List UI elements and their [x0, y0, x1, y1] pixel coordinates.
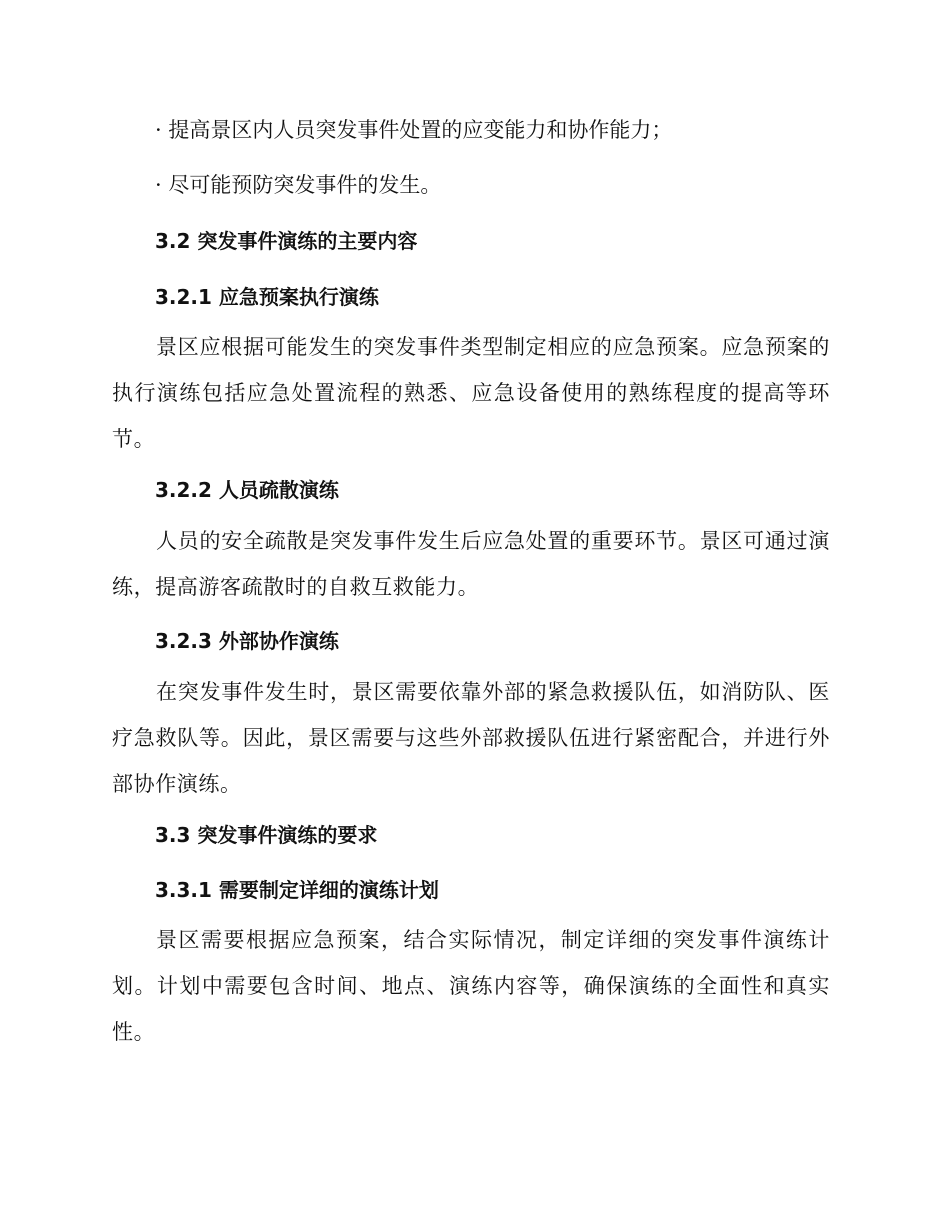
subsection-heading-3-2-1: 3.2.1 应急预案执行演练	[155, 285, 379, 309]
bullet-item: · 尽可能预防突发事件的发生。	[155, 173, 442, 197]
bullet-item: · 提高景区内人员突发事件处置的应变能力和协作能力；	[155, 118, 673, 142]
section-heading-3-3: 3.3 突发事件演练的要求	[155, 823, 378, 847]
subsection-heading-3-2-3: 3.2.3 外部协作演练	[155, 629, 339, 653]
subsection-heading-3-2-2: 3.2.2 人员疏散演练	[155, 478, 339, 502]
paragraph-3-3-1: 景区需要根据应急预案，结合实际情况，制定详细的突发事件演练计划。计划中需要包含时间、地点、演练内容等，确保演练的全面性和真实性。	[112, 928, 830, 1044]
paragraph-3-2-3: 在突发事件发生时，景区需要依靠外部的紧急救援队伍，如消防队、医疗急救队等。因此，景区需要与这些外部救援队伍进行紧密配合，并进行外部协作演练。	[112, 680, 830, 796]
section-heading-3-2: 3.2 突发事件演练的主要内容	[155, 229, 418, 253]
paragraph-3-2-1: 景区应根据可能发生的突发事件类型制定相应的应急预案。应急预案的执行演练包括应急处置流程的熟悉、应急设备使用的熟练程度的提高等环节。	[112, 335, 830, 451]
subsection-heading-3-3-1: 3.3.1 需要制定详细的演练计划	[155, 878, 439, 902]
paragraph-3-2-2: 人员的安全疏散是突发事件发生后应急处置的重要环节。景区可通过演练，提高游客疏散时的自救互救能力。	[112, 529, 830, 599]
